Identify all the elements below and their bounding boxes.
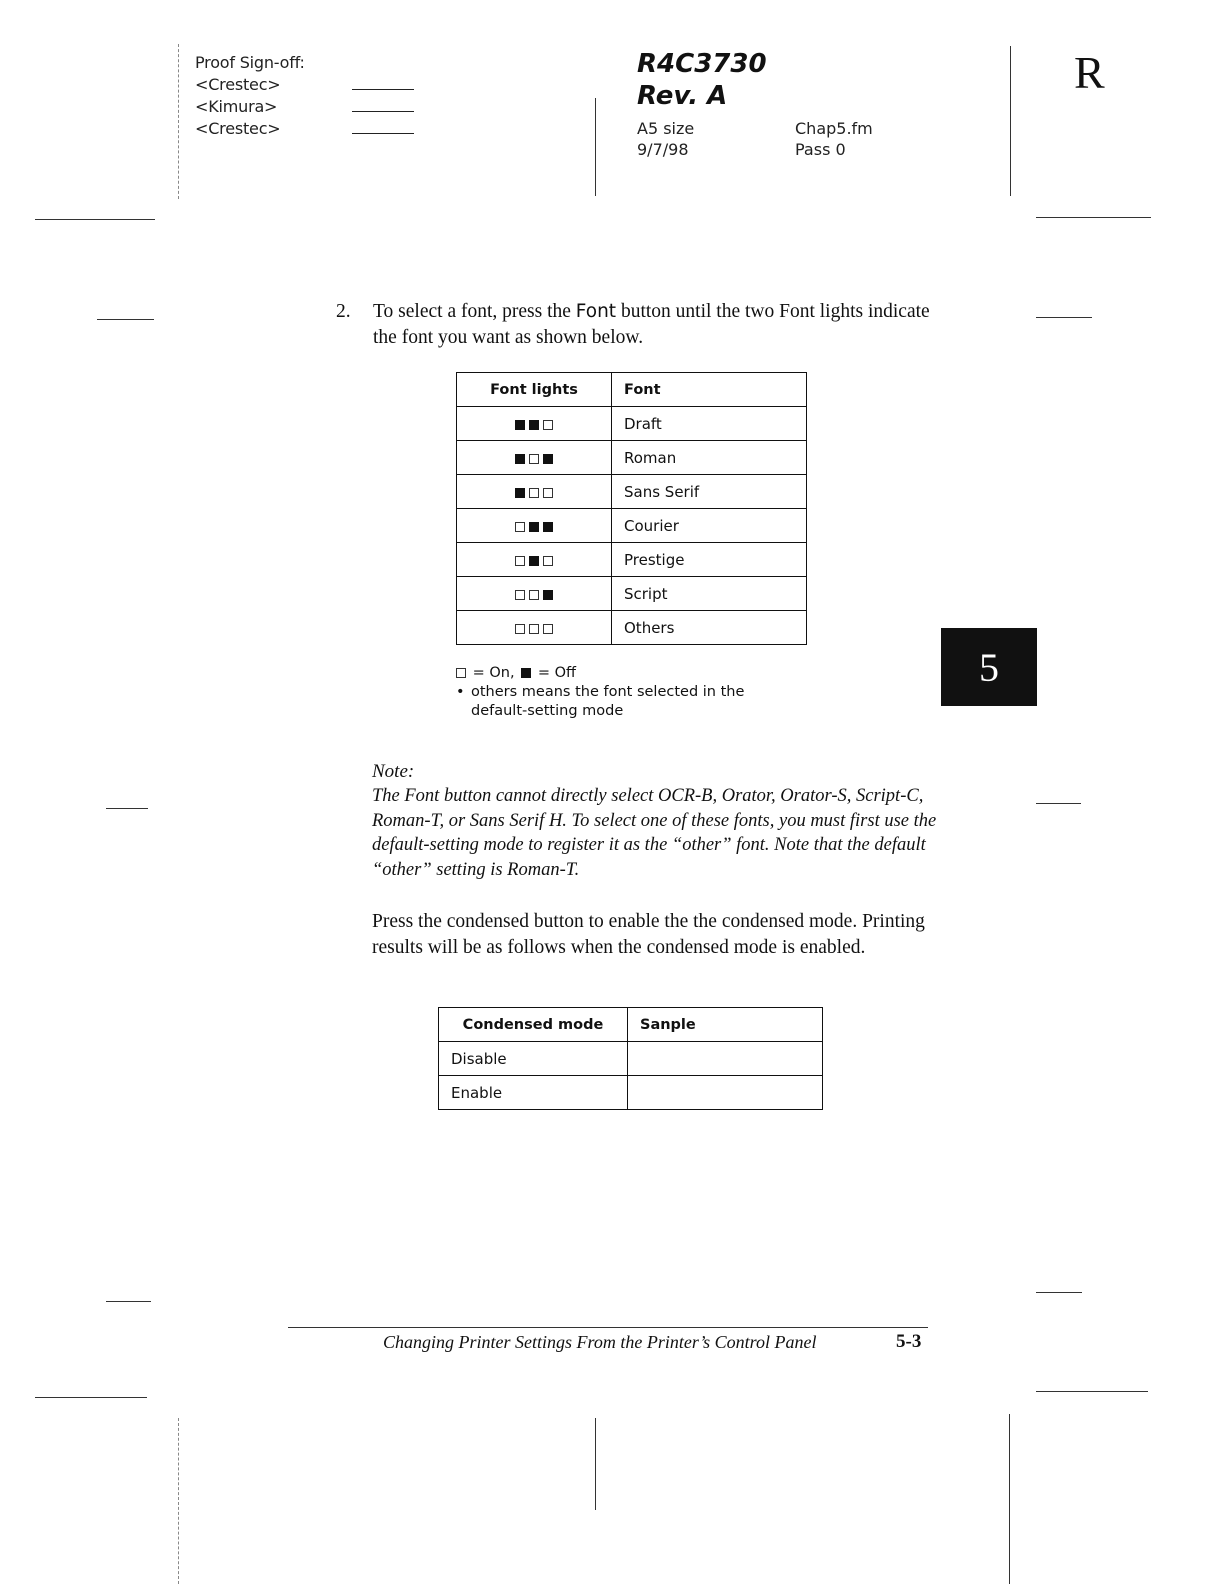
font-footnote [456, 683, 744, 721]
column-header-font-lights: Font lights [457, 373, 612, 407]
footnote-line-2: default-setting mode [471, 703, 624, 719]
font-lights-cell [457, 441, 612, 475]
off-light-symbol [521, 668, 531, 678]
font-lights-cell [457, 577, 612, 611]
signoff-blank-2 [352, 111, 414, 112]
condensed-mode-table [438, 1007, 823, 1110]
light-on-icon [543, 420, 553, 430]
document-id: R4C3730 [637, 49, 767, 79]
legend-on: = On, [472, 665, 515, 681]
signoff-name-2: <Kimura> [195, 97, 278, 116]
table-row [439, 1042, 823, 1076]
sample-cell [628, 1042, 823, 1076]
column-header-sample: Sanple [628, 1008, 823, 1042]
signoff-name-3: <Crestec> [195, 119, 281, 138]
footer-title: Changing Printer Settings From the Printer’s Control Panel [383, 1332, 817, 1352]
column-header-font: Font [612, 373, 807, 407]
crop-mark [1036, 1292, 1082, 1293]
light-off-icon [529, 420, 539, 430]
table-header-row [457, 373, 807, 407]
crop-mark [106, 1301, 151, 1302]
font-name-cell: Others [612, 611, 807, 645]
table-row [457, 611, 807, 645]
light-on-icon [543, 488, 553, 498]
font-name-cell: Draft [612, 407, 807, 441]
font-lights-cell [457, 475, 612, 509]
on-light-symbol [456, 668, 466, 678]
revision-label: Rev. A [637, 81, 728, 111]
footnote-marker: • [456, 684, 465, 700]
light-on-icon [515, 590, 525, 600]
crop-mark [1036, 317, 1092, 318]
table-row [457, 509, 807, 543]
light-off-icon [543, 590, 553, 600]
light-off-icon [543, 522, 553, 532]
light-on-icon [529, 590, 539, 600]
light-off-icon [543, 454, 553, 464]
crop-mark [1036, 217, 1151, 218]
light-off-icon [515, 488, 525, 498]
legend-off: = Off [537, 665, 576, 681]
header-divider-right [1010, 46, 1011, 196]
footnote-line-1: others means the font selected in the [471, 684, 745, 700]
table-header-row [439, 1008, 823, 1042]
footer-rule [288, 1327, 928, 1328]
condensed-mode-cell: Disable [439, 1042, 628, 1076]
font-lights-cell [457, 407, 612, 441]
step-text-part: button until the two Font lights indicate the font you want as shown below. [373, 301, 930, 348]
crop-mark [1036, 1391, 1148, 1392]
font-button-label: Font [575, 301, 617, 322]
crop-mark [35, 219, 155, 220]
left-margin-rule-top [178, 44, 179, 199]
crop-mark [106, 808, 148, 809]
pass-number: Pass 0 [795, 140, 846, 159]
column-header-condensed-mode: Condensed mode [439, 1008, 628, 1042]
crop-mark [1036, 803, 1081, 804]
document-date: 9/7/98 [637, 140, 689, 159]
condensed-paragraph: Press the condensed button to enable the the condensed mode. Printing results will be as follows when the condensed mode is enabled. [372, 911, 925, 958]
light-on-icon [515, 556, 525, 566]
font-lights-cell [457, 611, 612, 645]
step-number: 2. [336, 301, 351, 322]
corner-letter: R [1074, 47, 1105, 98]
proof-signoff-block [195, 52, 305, 140]
light-on-icon [543, 624, 553, 634]
light-on-icon [529, 454, 539, 464]
light-off-icon [529, 556, 539, 566]
note-body: The Font button cannot directly select OCR-B, Orator, Orator-S, Script-C, Roman-T, or Sans Serif H. To select one of these fonts, you must first use the default-setting mode to register it as the “other” font. Note that the default “other” setting is Roman-T. [372, 786, 937, 880]
note-title: Note: [372, 761, 415, 782]
font-name-cell: Sans Serif [612, 475, 807, 509]
signoff-name-1: <Crestec> [195, 75, 281, 94]
table-row [457, 577, 807, 611]
chapter-tab: 5 [941, 628, 1037, 706]
crop-mark [97, 319, 154, 320]
step-text-part: To select a font, press the [373, 301, 576, 322]
bottom-divider-right [1009, 1414, 1010, 1584]
light-off-icon [515, 420, 525, 430]
table-row [457, 475, 807, 509]
table-row [457, 543, 807, 577]
bottom-divider-middle [595, 1418, 596, 1510]
font-name-cell: Roman [612, 441, 807, 475]
light-on-icon [543, 556, 553, 566]
font-name-cell: Courier [612, 509, 807, 543]
signoff-blank-3 [352, 133, 414, 134]
font-legend [456, 664, 576, 683]
sample-cell [628, 1076, 823, 1110]
font-name-cell: Prestige [612, 543, 807, 577]
page-size: A5 size [637, 119, 695, 138]
header-divider-middle [595, 98, 596, 196]
font-name-cell: Script [612, 577, 807, 611]
font-lights-cell [457, 509, 612, 543]
light-on-icon [529, 488, 539, 498]
light-off-icon [529, 522, 539, 532]
condensed-mode-cell: Enable [439, 1076, 628, 1110]
left-margin-rule-bottom [178, 1418, 179, 1584]
table-row [457, 441, 807, 475]
crop-mark [35, 1397, 147, 1398]
page-number: 5-3 [896, 1331, 922, 1352]
step-text [373, 299, 943, 351]
font-lights-cell [457, 543, 612, 577]
proof-signoff-title: Proof Sign-off: [195, 53, 305, 72]
table-row [439, 1076, 823, 1110]
table-row [457, 407, 807, 441]
signoff-blank-1 [352, 89, 414, 90]
file-name: Chap5.fm [795, 119, 873, 138]
light-on-icon [529, 624, 539, 634]
light-off-icon [515, 454, 525, 464]
font-lights-table [456, 372, 807, 645]
light-on-icon [515, 522, 525, 532]
light-on-icon [515, 624, 525, 634]
